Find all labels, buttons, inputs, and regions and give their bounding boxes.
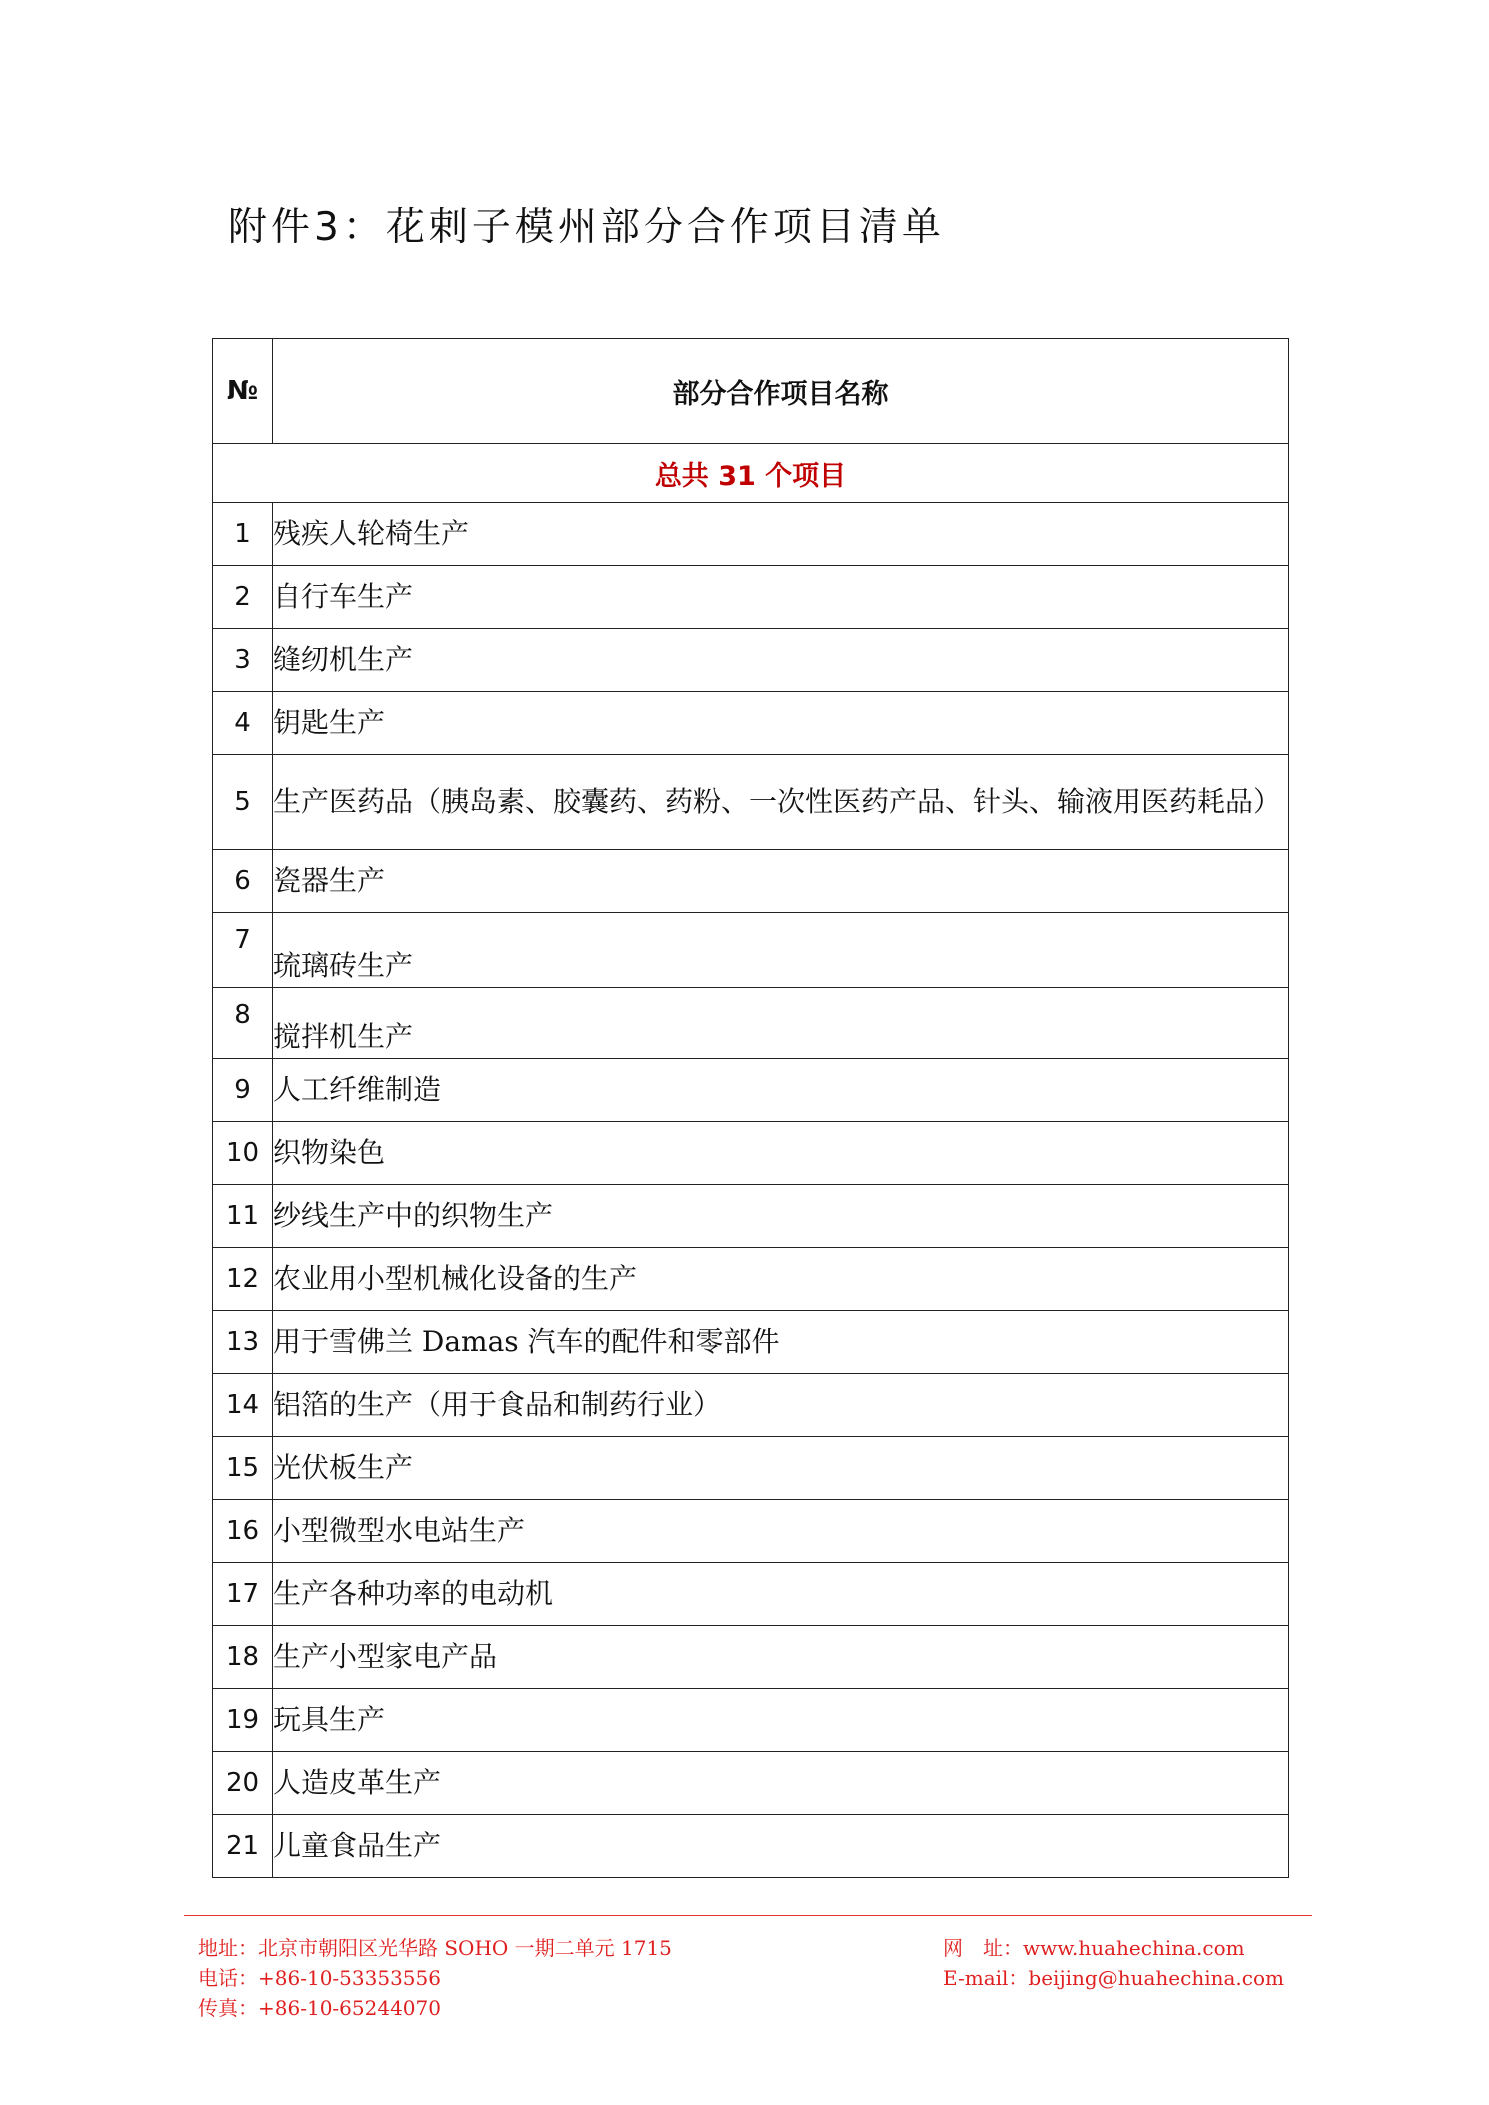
row-number: 14 [213,1374,273,1437]
row-number: 1 [213,503,273,566]
row-number: 3 [213,629,273,692]
row-project-name: 生产医药品（胰岛素、胶囊药、药粉、一次性医药产品、针头、输液用医药耗品） [273,755,1289,850]
row-number: 13 [213,1311,273,1374]
row-project-name: 铝箔的生产（用于食品和制药行业） [273,1374,1289,1437]
row-project-name: 用于雪佛兰 Damas 汽车的配件和零部件 [273,1311,1289,1374]
table-row [213,755,1289,850]
table-row [213,692,1289,755]
row-project-name: 琉璃砖生产 [273,913,1289,988]
table-row [213,1752,1289,1815]
table-row [213,1437,1289,1500]
row-project-name: 生产小型家电产品 [273,1626,1289,1689]
table-row [213,629,1289,692]
row-project-name: 光伏板生产 [273,1437,1289,1500]
table-row [213,1815,1289,1878]
row-number: 5 [213,755,273,850]
row-project-name: 小型微型水电站生产 [273,1500,1289,1563]
table-row [213,1185,1289,1248]
row-project-name: 搅拌机生产 [273,988,1289,1059]
row-project-name: 自行车生产 [273,566,1289,629]
row-project-name: 瓷器生产 [273,850,1289,913]
header-project-name: 部分合作项目名称 [273,339,1289,444]
footer-website: 网 址：www.huahechina.com [943,1936,1245,1960]
footer-fax: 传真：+86-10-65244070 [198,1996,441,2020]
table-row [213,566,1289,629]
row-project-name: 钥匙生产 [273,692,1289,755]
table-row [213,1563,1289,1626]
footer-address: 地址：北京市朝阳区光华路 SOHO 一期二单元 1715 [198,1936,672,1960]
row-number: 19 [213,1689,273,1752]
total-row [213,444,1289,503]
table-row [213,1248,1289,1311]
row-project-name: 农业用小型机械化设备的生产 [273,1248,1289,1311]
row-project-name: 纱线生产中的织物生产 [273,1185,1289,1248]
row-project-name: 玩具生产 [273,1689,1289,1752]
footer-contact-right [943,1933,1284,1993]
row-project-name: 儿童食品生产 [273,1815,1289,1878]
row-number: 17 [213,1563,273,1626]
row-number: 10 [213,1122,273,1185]
footer-phone: 电话：+86-10-53353556 [198,1966,441,1990]
table-row [213,1311,1289,1374]
table-row [213,1689,1289,1752]
row-project-name: 人工纤维制造 [273,1059,1289,1122]
row-project-name: 生产各种功率的电动机 [273,1563,1289,1626]
project-table-container [212,338,1288,1878]
table-row [213,913,1289,988]
page-title: 附件3：花剌子模州部分合作项目清单 [228,205,945,250]
row-number: 7 [213,913,273,988]
footer-email: E-mail：beijing@huahechina.com [943,1966,1284,1990]
row-number: 11 [213,1185,273,1248]
footer-contact-left [198,1933,672,2023]
row-number: 21 [213,1815,273,1878]
table-row [213,1059,1289,1122]
table-row [213,1626,1289,1689]
row-number: 8 [213,988,273,1059]
row-number: 2 [213,566,273,629]
row-project-name: 织物染色 [273,1122,1289,1185]
row-number: 20 [213,1752,273,1815]
total-projects-label: 总共 31 个项目 [213,444,1289,503]
row-project-name: 人造皮革生产 [273,1752,1289,1815]
table-row [213,1122,1289,1185]
table-row [213,988,1289,1059]
row-number: 6 [213,850,273,913]
footer-divider [184,1915,1312,1916]
table-row [213,1374,1289,1437]
row-number: 18 [213,1626,273,1689]
table-row [213,503,1289,566]
row-number: 16 [213,1500,273,1563]
table-body [213,444,1289,1878]
row-number: 9 [213,1059,273,1122]
table-row [213,1500,1289,1563]
row-project-name: 缝纫机生产 [273,629,1289,692]
table-row [213,850,1289,913]
row-number: 12 [213,1248,273,1311]
row-project-name: 残疾人轮椅生产 [273,503,1289,566]
row-number: 15 [213,1437,273,1500]
row-number: 4 [213,692,273,755]
table-header-row [213,339,1289,444]
project-table [212,338,1289,1878]
header-number: № [213,339,273,444]
